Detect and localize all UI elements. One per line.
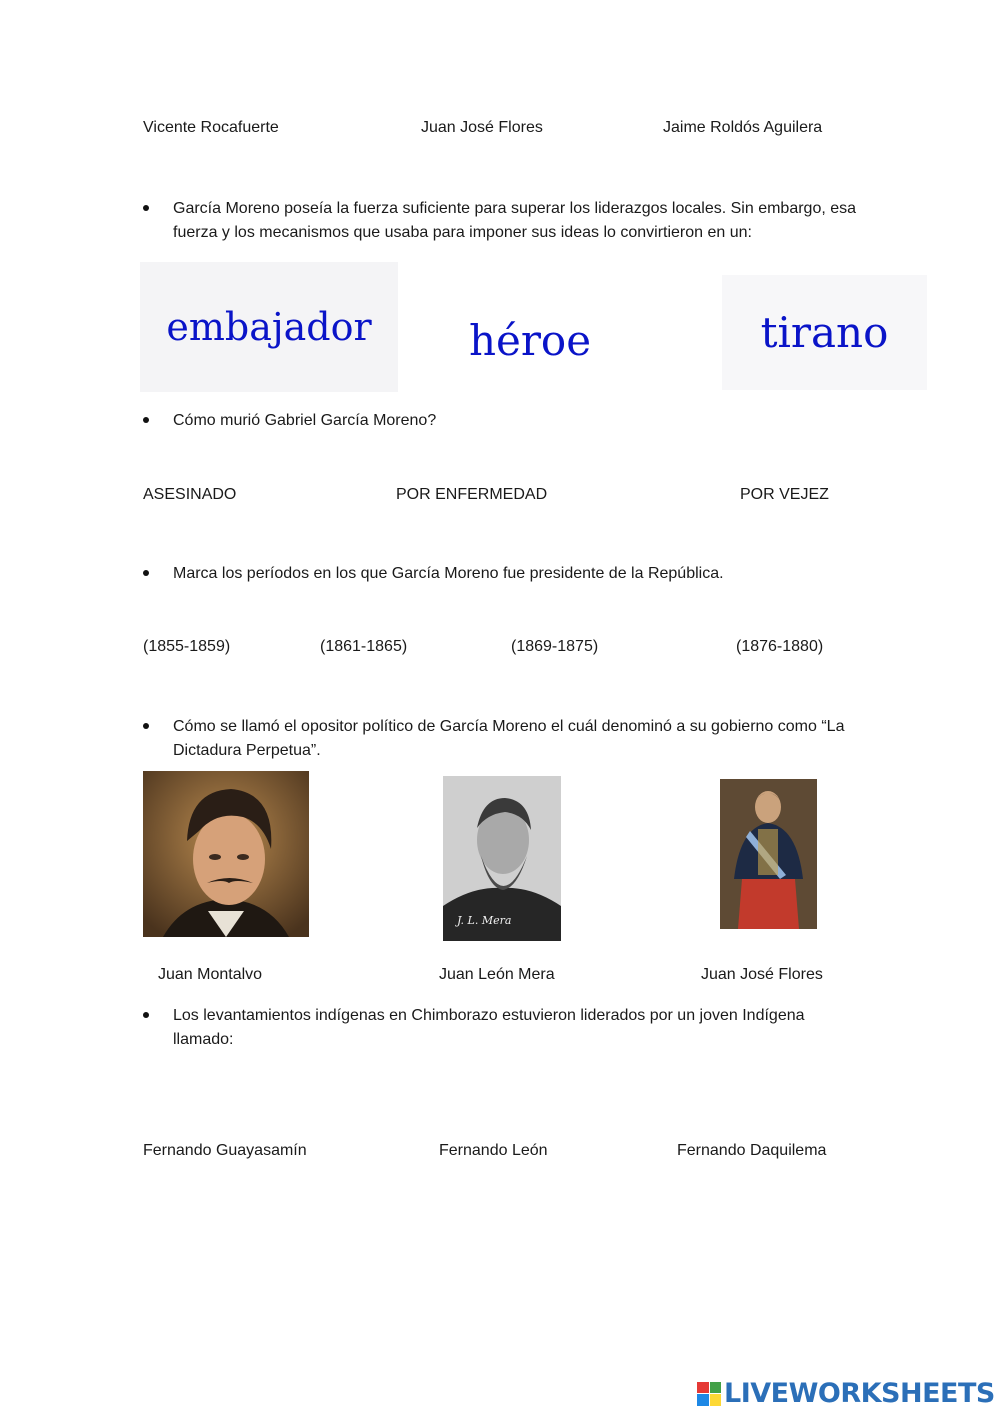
question-text: García Moreno poseía la fuerza suficiente para superar los liderazgos locales. Sin embargo, esa fuerza y los mecanismos que usaba para imponer sus ideas lo convirtieron en un: xyxy=(173,200,857,241)
bullet-dot xyxy=(143,570,149,576)
option-period-1861[interactable]: (1861-1865) xyxy=(320,638,408,655)
question-murio xyxy=(143,409,863,433)
option-jaime-roldos[interactable]: Jaime Roldós Aguilera xyxy=(663,119,823,136)
question-opositor xyxy=(143,715,863,763)
liveworksheets-logo xyxy=(697,1378,995,1409)
portrait-image xyxy=(443,776,561,941)
question-tirano xyxy=(143,197,863,245)
caption-juan-leon-mera: Juan León Mera xyxy=(439,966,555,983)
bullet-dot xyxy=(143,1012,149,1018)
option-juan-jose-flores[interactable]: Juan José Flores xyxy=(421,119,543,136)
option-fernando-leon[interactable]: Fernando León xyxy=(439,1142,548,1159)
option-fernando-guayasamin[interactable]: Fernando Guayasamín xyxy=(143,1142,307,1159)
question-text: Los levantamientos indígenas en Chimborazo estuvieron liderados por un joven Indígena llamado: xyxy=(173,1007,805,1048)
question-text: Cómo murió Gabriel García Moreno? xyxy=(173,412,437,429)
question-levantamientos xyxy=(143,1004,863,1052)
portrait-juan-jose-flores[interactable] xyxy=(720,779,817,929)
word-label: tirano xyxy=(760,308,889,357)
caption-juan-jose-flores: Juan José Flores xyxy=(701,966,823,983)
option-period-1869[interactable]: (1869-1875) xyxy=(511,638,599,655)
caption-juan-montalvo: Juan Montalvo xyxy=(158,966,263,983)
word-option-tirano[interactable] xyxy=(722,275,927,390)
word-label: embajador xyxy=(166,305,372,349)
option-por-vejez[interactable]: POR VEJEZ xyxy=(740,486,829,503)
portrait-image xyxy=(720,779,817,929)
word-option-heroe[interactable] xyxy=(440,290,620,390)
word-option-embajador[interactable] xyxy=(140,262,398,392)
word-label: héroe xyxy=(468,315,592,365)
option-por-enfermedad[interactable]: POR ENFERMEDAD xyxy=(396,486,548,503)
logo-text: LIVEWORKSHEETS xyxy=(724,1378,995,1409)
bullet-dot xyxy=(143,417,149,423)
signature-icon: J. L. Mera xyxy=(457,914,512,927)
option-fernando-daquilema[interactable]: Fernando Daquilema xyxy=(677,1142,827,1159)
option-vicente-rocafuerte[interactable]: Vicente Rocafuerte xyxy=(143,119,279,136)
option-asesinado[interactable]: ASESINADO xyxy=(143,486,237,503)
question-text: Marca los períodos en los que García Moreno fue presidente de la República. xyxy=(173,565,724,582)
logo-badge-icon xyxy=(697,1382,721,1406)
bullet-dot xyxy=(143,205,149,211)
portrait-image xyxy=(143,771,309,937)
question-periodos xyxy=(143,562,863,586)
portrait-juan-montalvo[interactable] xyxy=(143,771,309,937)
portrait-juan-leon-mera[interactable] xyxy=(443,776,561,941)
question-text: Cómo se llamó el opositor político de García Moreno el cuál denominó a su gobierno como “La Dictadura Perpetua”. xyxy=(173,718,845,759)
bullet-dot xyxy=(143,723,149,729)
option-period-1876[interactable]: (1876-1880) xyxy=(736,638,824,655)
option-period-1855[interactable]: (1855-1859) xyxy=(143,638,231,655)
